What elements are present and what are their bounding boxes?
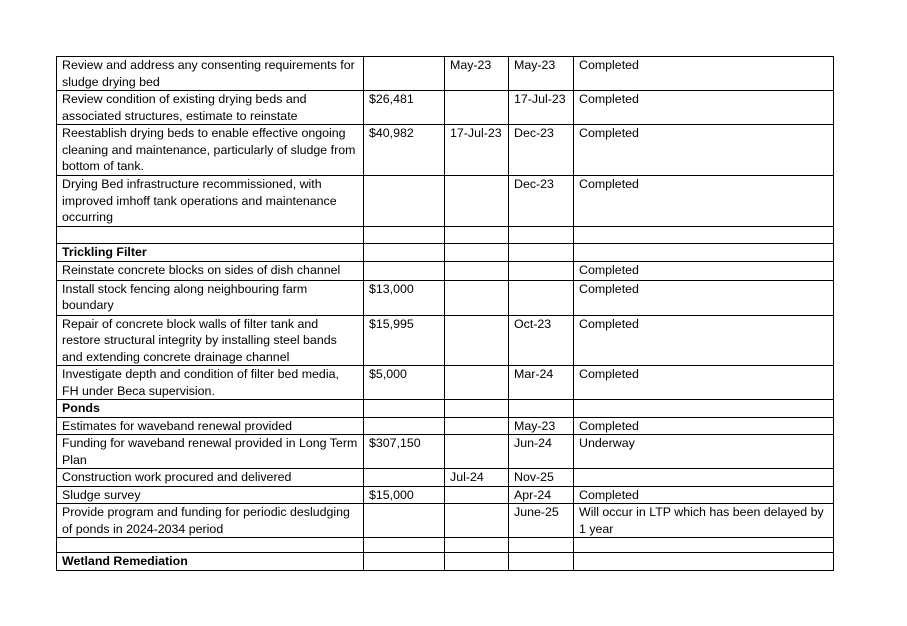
cost-cell	[364, 504, 445, 538]
status-cell: Completed	[574, 125, 834, 176]
start-date-cell	[445, 435, 509, 469]
start-date-cell: 17-Jul-23	[445, 125, 509, 176]
status-cell: Completed	[574, 366, 834, 400]
table-row	[57, 486, 834, 504]
status-cell: Completed	[574, 91, 834, 125]
cost-cell	[364, 400, 445, 418]
table-row	[57, 91, 834, 125]
end-date-cell	[509, 261, 574, 280]
status-cell: Completed	[574, 57, 834, 91]
start-date-cell: May-23	[445, 57, 509, 91]
table-row	[57, 366, 834, 400]
table-row	[57, 176, 834, 227]
task-cell: Sludge survey	[57, 486, 364, 504]
end-date-cell: Oct-23	[509, 315, 574, 366]
task-cell: Estimates for waveband renewal provided	[57, 417, 364, 435]
section-title: Ponds	[57, 400, 364, 418]
table-row	[57, 538, 834, 553]
start-date-cell	[445, 486, 509, 504]
status-cell: Completed	[574, 486, 834, 504]
start-date-cell	[445, 553, 509, 571]
end-date-cell: Dec-23	[509, 125, 574, 176]
task-cell: Review and address any consenting requirements for sludge drying bed	[57, 57, 364, 91]
end-date-cell	[509, 400, 574, 418]
cost-cell	[364, 226, 445, 243]
cost-cell: $13,000	[364, 280, 445, 315]
table-row	[57, 417, 834, 435]
end-date-cell: Mar-24	[509, 366, 574, 400]
end-date-cell: May-23	[509, 417, 574, 435]
end-date-cell: Nov-25	[509, 469, 574, 487]
table-row	[57, 57, 834, 91]
end-date-cell: May-23	[509, 57, 574, 91]
task-cell: Provide program and funding for periodic desludging of ponds in 2024-2034 period	[57, 504, 364, 538]
start-date-cell	[445, 504, 509, 538]
start-date-cell	[445, 400, 509, 418]
section-title: Trickling Filter	[57, 243, 364, 261]
end-date-cell	[509, 553, 574, 571]
status-cell: Completed	[574, 261, 834, 280]
start-date-cell	[445, 366, 509, 400]
end-date-cell: Jun-24	[509, 435, 574, 469]
task-cell: Funding for waveband renewal provided in Long Term Plan	[57, 435, 364, 469]
task-cell: Drying Bed infrastructure recommissioned, with improved imhoff tank operations and maintenance occurring	[57, 176, 364, 227]
task-cell: Investigate depth and condition of filter bed media, FH under Beca supervision.	[57, 366, 364, 400]
end-date-cell	[509, 280, 574, 315]
end-date-cell: 17-Jul-23	[509, 91, 574, 125]
cost-cell	[364, 57, 445, 91]
status-cell: Completed	[574, 176, 834, 227]
table-row	[57, 280, 834, 315]
section-title: Wetland Remediation	[57, 553, 364, 571]
start-date-cell	[445, 226, 509, 243]
status-cell	[574, 226, 834, 243]
table-row	[57, 315, 834, 366]
start-date-cell	[445, 538, 509, 553]
end-date-cell	[509, 538, 574, 553]
status-cell	[574, 538, 834, 553]
progress-table	[56, 56, 834, 571]
start-date-cell	[445, 91, 509, 125]
table-row	[57, 469, 834, 487]
task-cell: Install stock fencing along neighbouring farm boundary	[57, 280, 364, 315]
task-cell: Review condition of existing drying beds and associated structures, estimate to reinstate	[57, 91, 364, 125]
section-header-row	[57, 553, 834, 571]
end-date-cell	[509, 226, 574, 243]
table-row	[57, 504, 834, 538]
cost-cell	[364, 243, 445, 261]
status-cell: Underway	[574, 435, 834, 469]
cost-cell	[364, 261, 445, 280]
cost-cell: $15,995	[364, 315, 445, 366]
table-row	[57, 435, 834, 469]
status-cell	[574, 243, 834, 261]
status-cell	[574, 469, 834, 487]
cost-cell: $5,000	[364, 366, 445, 400]
cost-cell: $40,982	[364, 125, 445, 176]
start-date-cell	[445, 176, 509, 227]
section-header-row	[57, 400, 834, 418]
task-cell: Reestablish drying beds to enable effective ongoing cleaning and maintenance, particularly of sludge from bottom of tank.	[57, 125, 364, 176]
status-cell	[574, 553, 834, 571]
start-date-cell	[445, 280, 509, 315]
cost-cell: $307,150	[364, 435, 445, 469]
cost-cell	[364, 469, 445, 487]
start-date-cell: Jul-24	[445, 469, 509, 487]
cost-cell: $15,000	[364, 486, 445, 504]
start-date-cell	[445, 243, 509, 261]
cost-cell	[364, 417, 445, 435]
cost-cell	[364, 553, 445, 571]
table-row	[57, 261, 834, 280]
table-row	[57, 226, 834, 243]
start-date-cell	[445, 417, 509, 435]
section-header-row	[57, 243, 834, 261]
status-cell: Will occur in LTP which has been delayed by 1 year	[574, 504, 834, 538]
status-cell: Completed	[574, 315, 834, 366]
status-cell	[574, 400, 834, 418]
cost-cell: $26,481	[364, 91, 445, 125]
end-date-cell	[509, 243, 574, 261]
start-date-cell	[445, 261, 509, 280]
end-date-cell: Dec-23	[509, 176, 574, 227]
task-cell: Repair of concrete block walls of filter tank and restore structural integrity by installing steel bands and extending concrete drainage channel	[57, 315, 364, 366]
table-row	[57, 125, 834, 176]
end-date-cell: June-25	[509, 504, 574, 538]
end-date-cell: Apr-24	[509, 486, 574, 504]
cost-cell	[364, 176, 445, 227]
start-date-cell	[445, 315, 509, 366]
cost-cell	[364, 538, 445, 553]
status-cell: Completed	[574, 417, 834, 435]
task-cell	[57, 226, 364, 243]
task-cell: Reinstate concrete blocks on sides of dish channel	[57, 261, 364, 280]
task-cell	[57, 538, 364, 553]
task-cell: Construction work procured and delivered	[57, 469, 364, 487]
status-cell: Completed	[574, 280, 834, 315]
